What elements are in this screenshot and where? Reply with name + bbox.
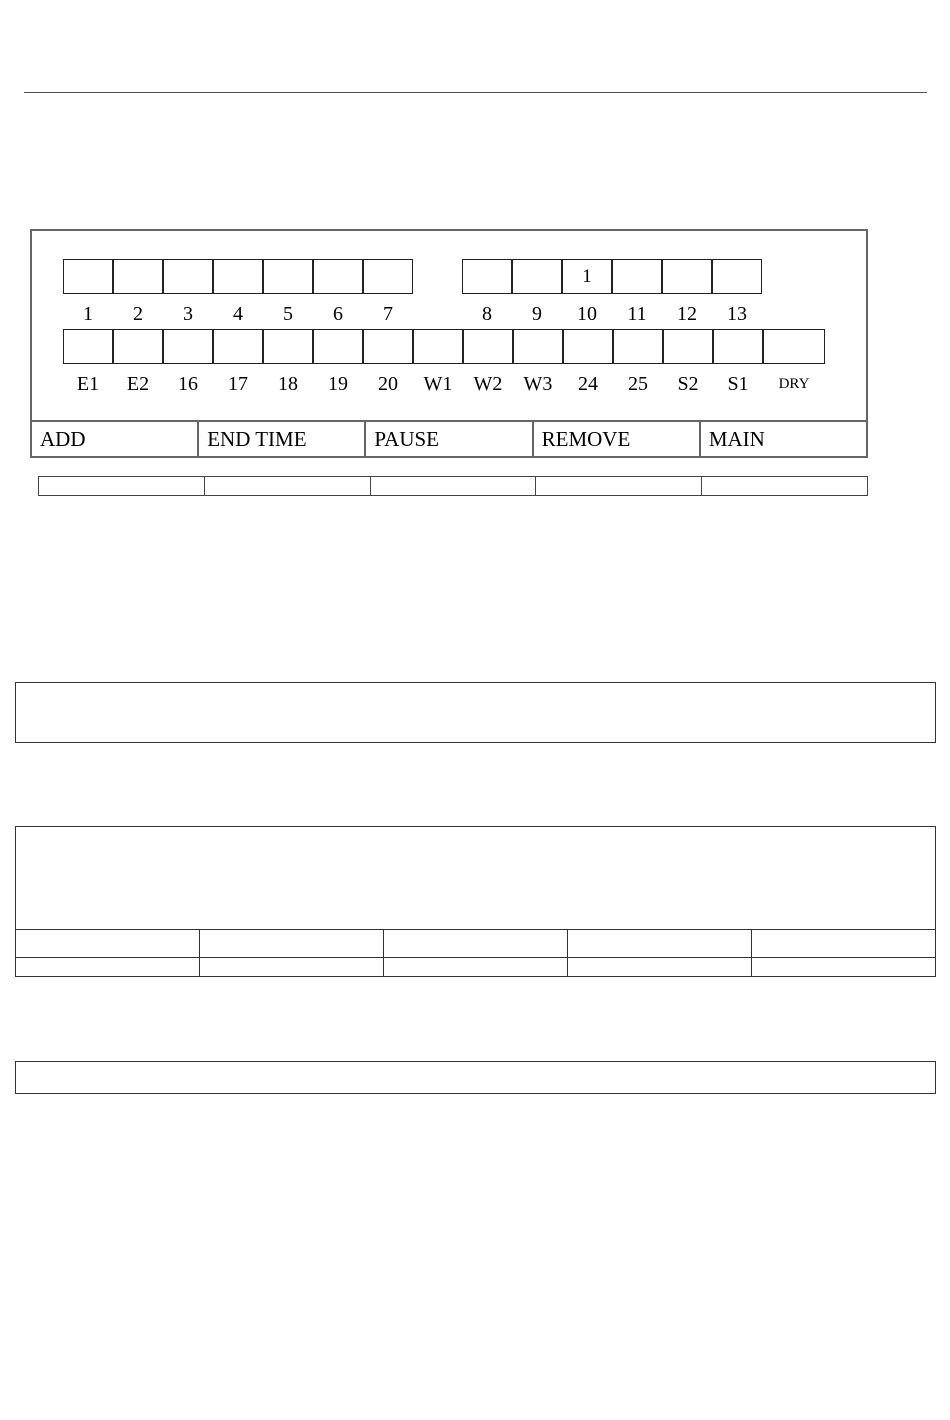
sub-button-bar xyxy=(38,476,868,496)
station-label-24: 24 xyxy=(578,373,598,395)
station-slot-25[interactable] xyxy=(613,329,663,364)
sub-button-5[interactable] xyxy=(702,477,867,495)
station-slot-w1[interactable] xyxy=(413,329,463,364)
station-label-10: 10 xyxy=(577,303,597,325)
remove-button[interactable]: REMOVE xyxy=(534,422,701,456)
station-label-20: 20 xyxy=(378,373,398,395)
table-cell xyxy=(568,930,752,957)
table-cell xyxy=(384,958,568,976)
station-label-8: 8 xyxy=(482,303,492,325)
station-slot-8[interactable] xyxy=(462,259,512,294)
station-slot-9[interactable] xyxy=(512,259,562,294)
station-label-5: 5 xyxy=(283,303,293,325)
table-cell xyxy=(16,930,200,957)
station-slot-20[interactable] xyxy=(363,329,413,364)
station-slot-6[interactable] xyxy=(313,259,363,294)
empty-table-box xyxy=(15,826,936,977)
empty-box-3 xyxy=(15,1061,936,1094)
pause-button[interactable]: PAUSE xyxy=(366,422,533,456)
station-slot-3[interactable] xyxy=(163,259,213,294)
station-label-6: 6 xyxy=(333,303,343,325)
station-slot-12[interactable] xyxy=(662,259,712,294)
sub-button-4[interactable] xyxy=(536,477,702,495)
station-label-s1: S1 xyxy=(727,373,749,395)
station-slot-17[interactable] xyxy=(213,329,263,364)
station-label-12: 12 xyxy=(677,303,697,325)
station-slot-24[interactable] xyxy=(563,329,613,364)
station-slot-dry[interactable] xyxy=(763,329,825,364)
station-slot-1[interactable] xyxy=(63,259,113,294)
empty-box-1 xyxy=(15,682,936,743)
station-slot-s2[interactable] xyxy=(663,329,713,364)
station-slot-s1[interactable] xyxy=(713,329,763,364)
table-cell xyxy=(752,958,935,976)
sub-button-3[interactable] xyxy=(371,477,537,495)
station-slot-w3[interactable] xyxy=(513,329,563,364)
station-label-18: 18 xyxy=(278,373,298,395)
table-cell xyxy=(200,958,384,976)
station-label-1: 1 xyxy=(83,303,93,325)
station-slot-e1[interactable] xyxy=(63,329,113,364)
station-slot-11[interactable] xyxy=(612,259,662,294)
table-row xyxy=(16,958,935,976)
station-label-13: 13 xyxy=(727,303,747,325)
station-label-19: 19 xyxy=(328,373,348,395)
station-slot-e2[interactable] xyxy=(113,329,163,364)
sub-button-1[interactable] xyxy=(39,477,205,495)
station-label-3: 3 xyxy=(183,303,193,325)
station-label-w2: W2 xyxy=(473,373,503,395)
station-label-17: 17 xyxy=(228,373,248,395)
end-time-button[interactable]: END TIME xyxy=(199,422,366,456)
station-label-25: 25 xyxy=(628,373,648,395)
station-slot-5[interactable] xyxy=(263,259,313,294)
station-label-w1: W1 xyxy=(423,373,453,395)
station-slot-19[interactable] xyxy=(313,329,363,364)
table-row xyxy=(16,929,935,958)
station-slot-2[interactable] xyxy=(113,259,163,294)
table-cell xyxy=(16,958,200,976)
station-slot-4[interactable] xyxy=(213,259,263,294)
station-label-9: 9 xyxy=(532,303,542,325)
function-key-bar xyxy=(32,420,866,456)
station-label-7: 7 xyxy=(383,303,393,325)
station-slot-10[interactable]: 1 xyxy=(562,259,612,294)
station-label-dry: DRY xyxy=(778,376,810,392)
station-label-2: 2 xyxy=(133,303,143,325)
station-label-w3: W3 xyxy=(523,373,553,395)
sub-button-2[interactable] xyxy=(205,477,371,495)
station-slot-13[interactable] xyxy=(712,259,762,294)
table-cell xyxy=(568,958,752,976)
station-label-e2: E2 xyxy=(126,373,150,395)
table-cell xyxy=(752,930,935,957)
station-slot-18[interactable] xyxy=(263,329,313,364)
station-slot-16[interactable] xyxy=(163,329,213,364)
station-label-16: 16 xyxy=(178,373,198,395)
station-label-e1: E1 xyxy=(76,373,100,395)
station-label-4: 4 xyxy=(233,303,243,325)
station-slot-w2[interactable] xyxy=(463,329,513,364)
add-button[interactable]: ADD xyxy=(32,422,199,456)
station-panel xyxy=(30,229,868,458)
station-label-s2: S2 xyxy=(677,373,699,395)
table-cell xyxy=(200,930,384,957)
station-slot-7[interactable] xyxy=(363,259,413,294)
table-cell xyxy=(384,930,568,957)
main-button[interactable]: MAIN xyxy=(708,427,765,451)
station-label-11: 11 xyxy=(627,303,647,325)
top-divider xyxy=(24,92,927,93)
